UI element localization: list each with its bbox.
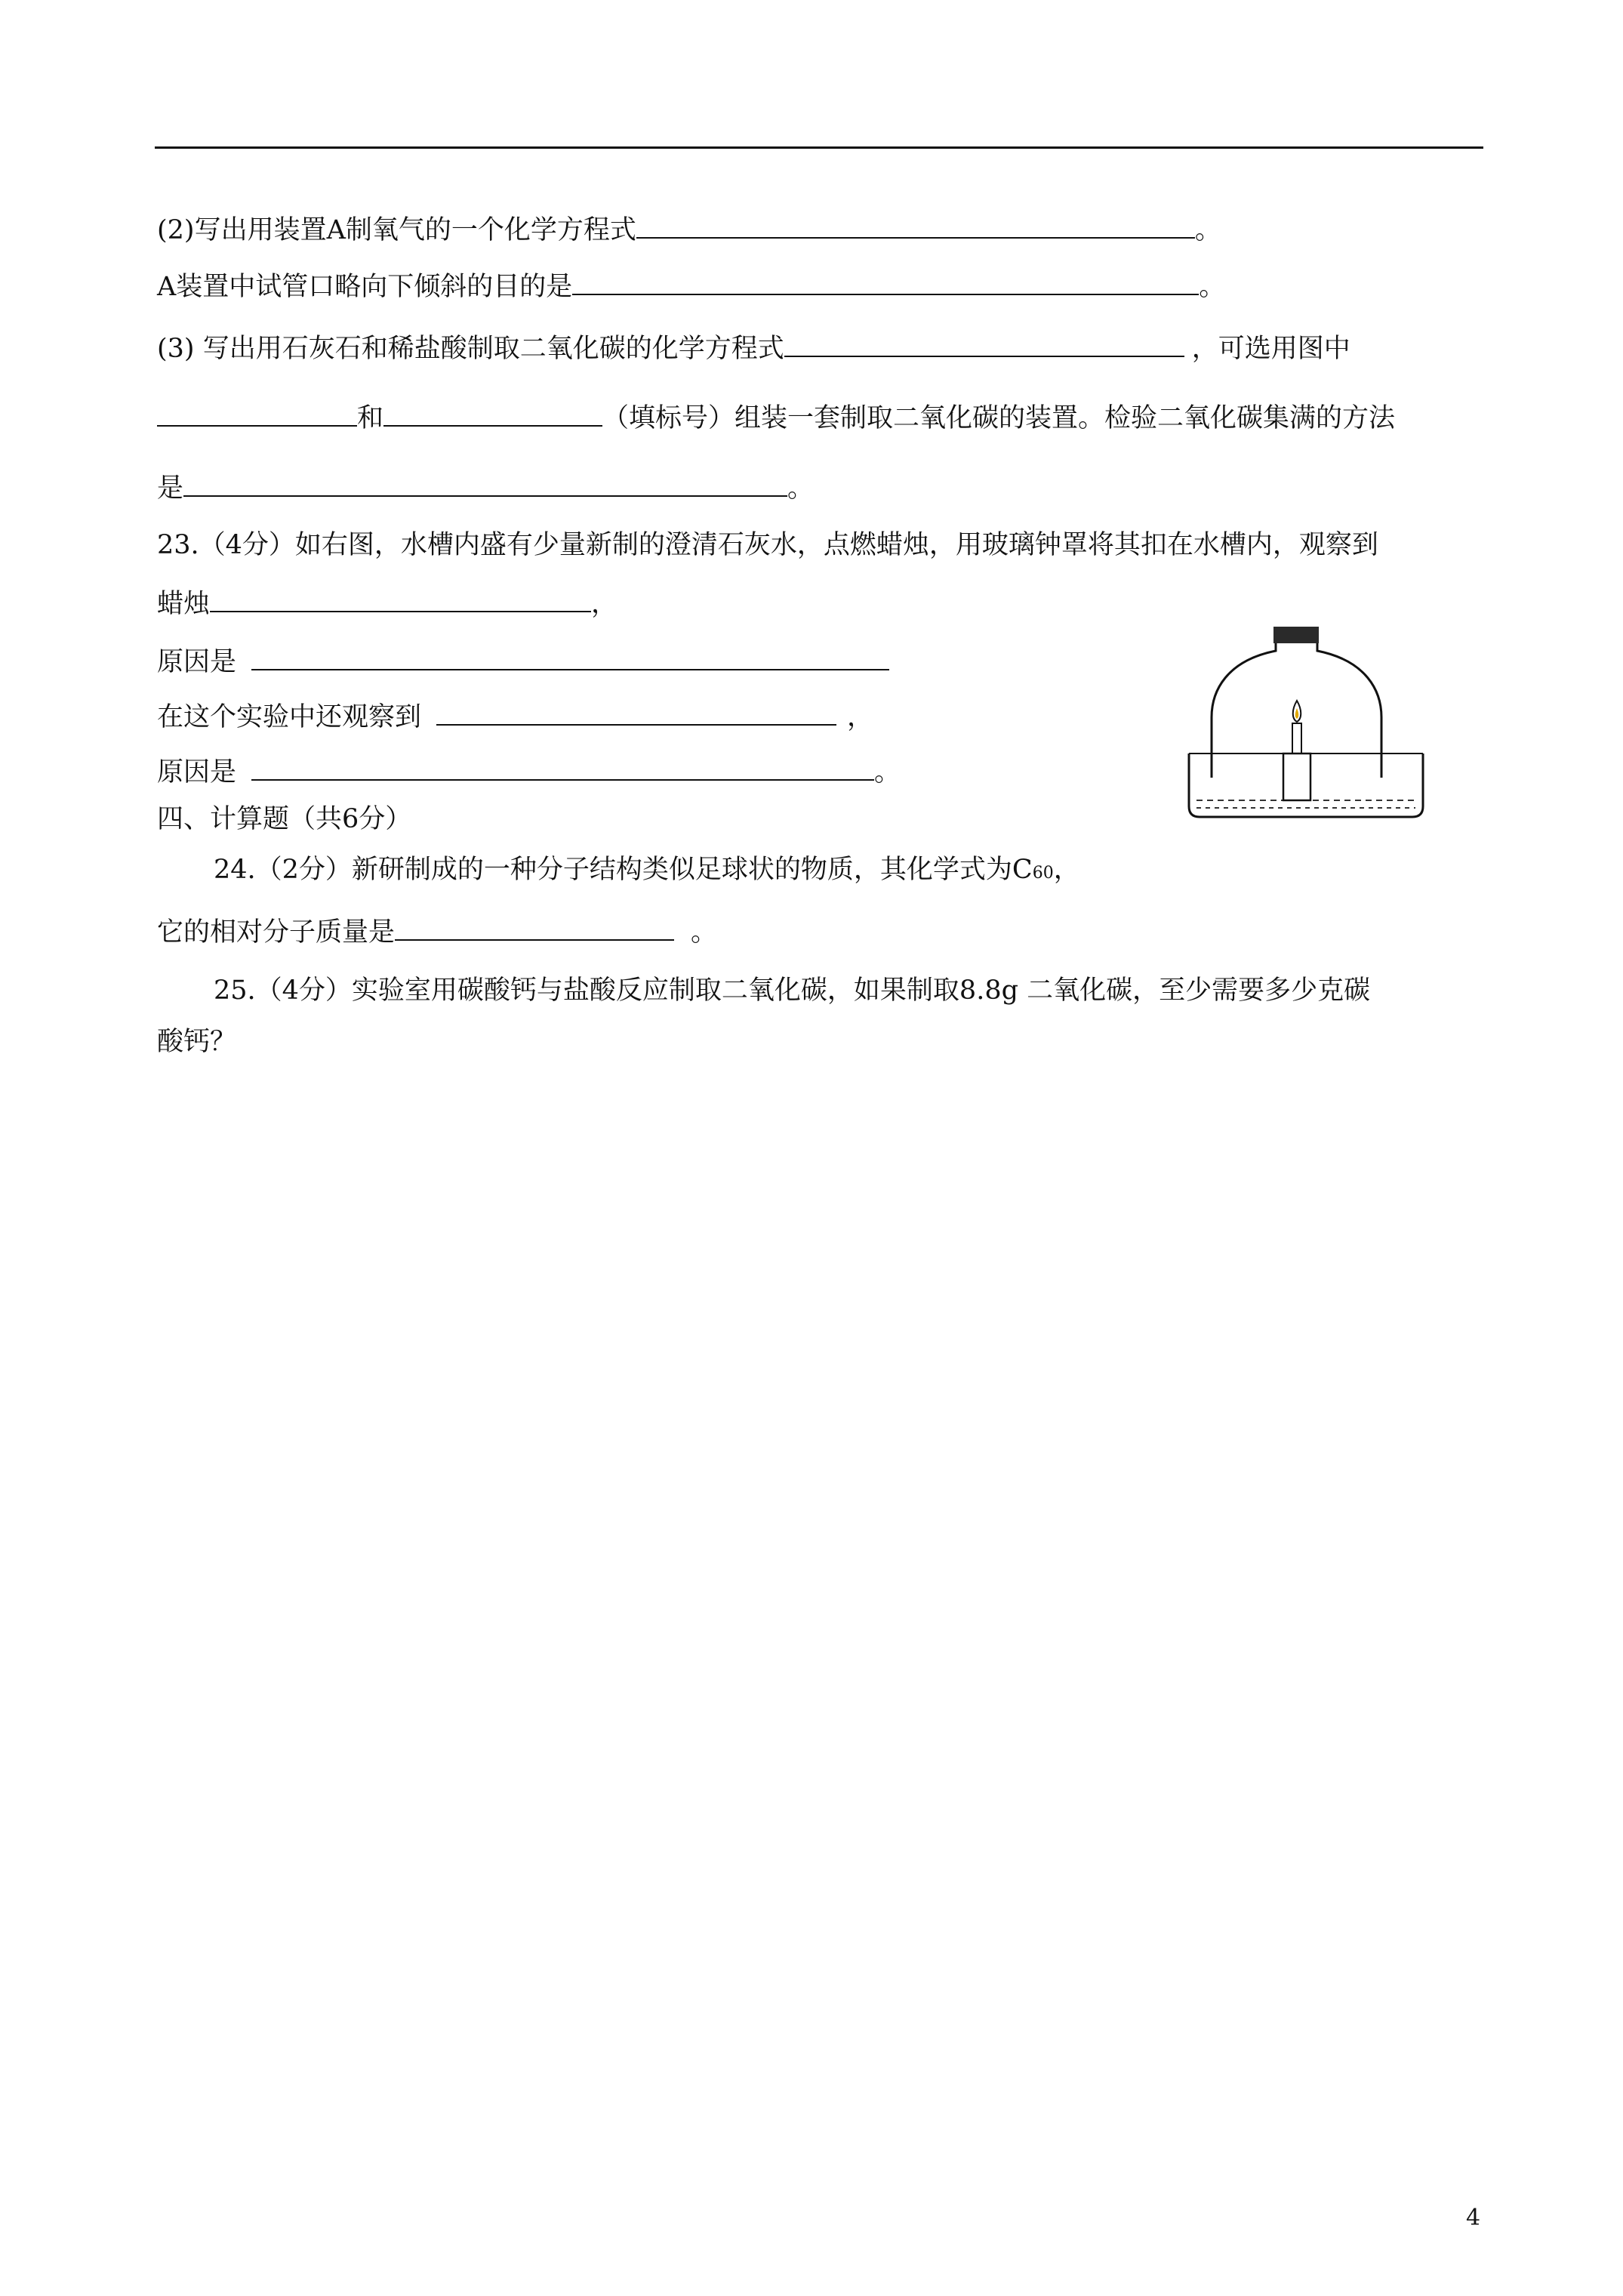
- q22-apparatus-blank-2[interactable]: [383, 396, 602, 427]
- q22-part3-text: (3) 写出用石灰石和稀盐酸制取二氧化碳的化学方程式: [157, 334, 784, 364]
- q24-text-end: ，: [1053, 855, 1080, 885]
- q23-reason2-text: 原因是: [157, 757, 237, 787]
- q22-apparatus-blank-1[interactable]: [157, 396, 357, 427]
- q22-tilt-line: [157, 264, 1225, 310]
- q24-text: 24.（2分）新研制成的一种分子结构类似足球状的物质，其化学式为C: [214, 855, 1033, 885]
- q22-apparatus-line: [157, 396, 1395, 441]
- q22-part2-line: [157, 208, 1221, 253]
- q22-method-end: 。: [787, 473, 815, 504]
- section4-title-text: 四、计算题（共6分）: [157, 804, 412, 834]
- q25-text-2: 酸钙？: [157, 1027, 237, 1057]
- q23-observe-line: [157, 695, 873, 740]
- q24-line: [214, 847, 1080, 892]
- q22-tilt-end: 。: [1199, 272, 1226, 302]
- candle-stand: [1283, 754, 1310, 800]
- q22-method-line: [157, 466, 814, 511]
- q22-method-blank[interactable]: [183, 467, 787, 497]
- section4-title: [157, 797, 411, 842]
- q22-part3-line: [157, 326, 1350, 371]
- q23-reason1-line: [157, 639, 889, 685]
- q22-equation-blank[interactable]: [636, 208, 1195, 239]
- q23-candle-line: [157, 581, 617, 627]
- limewater-surface: [1196, 800, 1415, 808]
- q24-mass-end: 。: [691, 917, 718, 948]
- flame-core: [1295, 708, 1299, 719]
- q23-candle-text: 蜡烛: [157, 589, 211, 619]
- q24-mass-line: [157, 910, 717, 955]
- q22-tilt-text: A装置中试管口略向下倾斜的目的是: [157, 272, 573, 302]
- header-rule: [155, 146, 1483, 149]
- q22-part2-text: (2)写出用装置A制氧气的一个化学方程式: [157, 215, 636, 245]
- q24-mass-text: 它的相对分子质量是: [157, 917, 396, 948]
- q23-observe-blank[interactable]: [436, 695, 836, 726]
- q22-part2-end: 。: [1194, 215, 1221, 245]
- q22-part3-cont: （填标号）组装一套制取二氧化碳的装置。检验二氧化碳集满的方法: [602, 403, 1396, 433]
- q22-co2-equation-blank[interactable]: [784, 327, 1184, 357]
- q23-candle-blank[interactable]: [210, 582, 591, 612]
- q24-formula-subscript: 60: [1032, 864, 1054, 883]
- q22-part3-mid: ，可选用图中: [1191, 334, 1350, 364]
- q23-reason2-end: 。: [874, 757, 901, 787]
- jar-stopper: [1273, 627, 1319, 643]
- page-number: 4: [1466, 2205, 1481, 2231]
- q22-is-text: 是: [157, 473, 184, 504]
- q23-reason2-blank[interactable]: [251, 750, 874, 781]
- q25-line-2: [157, 1019, 236, 1065]
- q22-and-text: 和: [357, 403, 384, 433]
- q25-line-1: [214, 968, 1370, 1013]
- q22-tilt-blank[interactable]: [572, 265, 1199, 295]
- q24-mass-blank[interactable]: [395, 911, 674, 941]
- q23-candle-end: ，: [591, 589, 618, 619]
- bell-jar-candle-figure: [1181, 619, 1431, 831]
- q23-reason1-blank[interactable]: [251, 640, 889, 670]
- candle: [1292, 723, 1301, 754]
- q23-reason1-text: 原因是: [157, 647, 237, 677]
- q25-text-1: 25.（4分）实验室用碳酸钙与盐酸反应制取二氧化碳，如果制取8.8g 二氧化碳，至少需要多少克碳: [214, 975, 1371, 1006]
- q23-observe-end: ，: [847, 702, 874, 732]
- q23-reason2-line: [157, 750, 901, 795]
- q23-intro-line: [157, 522, 1378, 568]
- q23-intro-text: 23.（4分）如右图，水槽内盛有少量新制的澄清石灰水，点燃蜡烛，用玻璃钟罩将其扣在水槽内，观察到: [157, 530, 1378, 560]
- q23-observe-text: 在这个实验中还观察到: [157, 702, 422, 732]
